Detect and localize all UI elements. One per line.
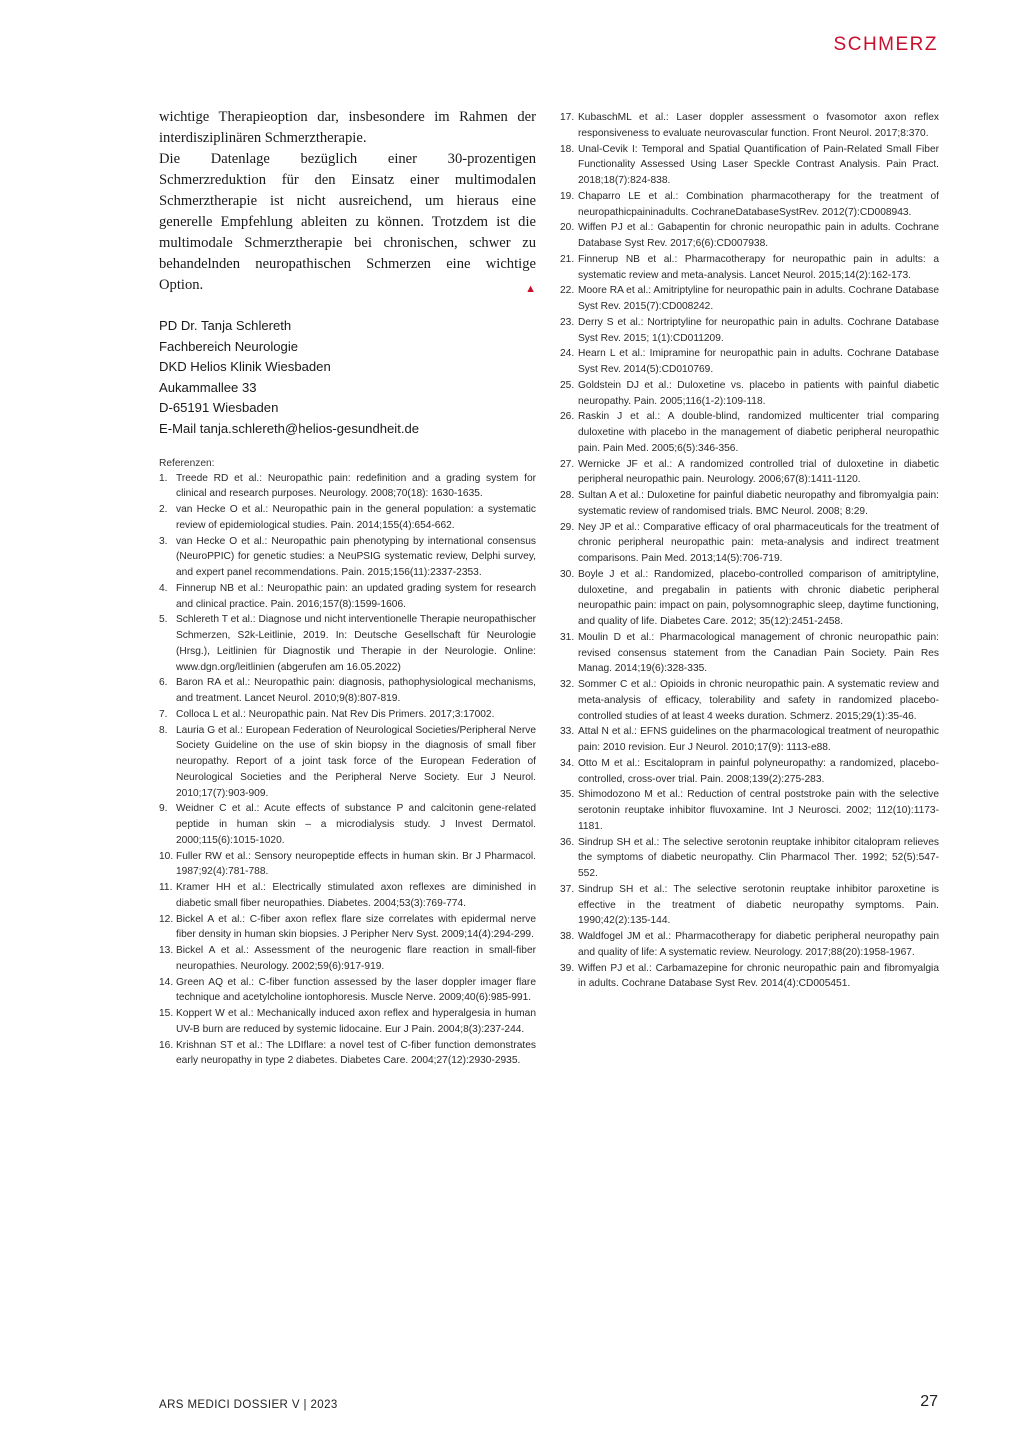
- reference-text: Unal-Cevik I: Temporal and Spatial Quantification of Pain-Related Small Fiber Functionality Assessed Using Laser Speckle Contrast Analysis. Pain Pract. 2018;18(7):824-838.: [578, 143, 939, 186]
- section-header: SCHMERZ: [833, 34, 938, 55]
- reference-item: [159, 707, 536, 723]
- references-list-left: [159, 471, 536, 1070]
- reference-text: Wernicke JF et al.: A randomized controlled trial of duloxetine in diabetic peripheral neuropathic pain. Neurology. 2006;67(8):1411-1120.: [578, 458, 939, 486]
- reference-item: [560, 567, 939, 630]
- reference-item: [560, 630, 939, 677]
- reference-number: 22.: [560, 285, 575, 297]
- reference-text: Hearn L et al.: Imipramine for neuropathic pain in adults. Cochrane Database Syst Rev. 2014(5):CD010769.: [578, 348, 939, 375]
- reference-text: van Hecke O et al.: Neuropathic pain in the general population: a systematic review of epidemiological studies. Pain. 2014;155(4):654-662.: [176, 504, 536, 531]
- reference-number: 15.: [159, 1008, 174, 1020]
- references-label: Referenzen:: [159, 457, 215, 469]
- reference-text: Moore RA et al.: Amitriptyline for neuropathic pain in adults. Cochrane Database Syst Rev. 2015(7):CD008242.: [578, 285, 939, 312]
- reference-item: [560, 724, 939, 756]
- reference-item: [560, 283, 939, 315]
- reference-number: 29.: [560, 521, 575, 533]
- reference-text: KubaschML et al.: Laser doppler assessment o fvasomotor axon reflex responsiveness to evaluate neurovascular function. Front Neurol. 2017;8:370.: [578, 112, 939, 139]
- reference-item: [159, 612, 536, 675]
- reference-item: [560, 882, 939, 929]
- reference-text: Sindrup SH et al.: The selective serotonin reuptake inhibitor citalopram relieves the symptoms of diabetic neuropathy. Clin Pharmacol Ther. 1992; 52(5):547-552.: [578, 836, 939, 879]
- reference-text: Ney JP et al.: Comparative efficacy of oral pharmaceuticals for the treatment of chronic peripheral neuropathic pain: meta-analysis and indirect treatment comparisons. Pain Med. 2013;14(5):706-719.: [578, 521, 939, 564]
- reference-item: [159, 912, 536, 944]
- author-street: Aukammallee 33: [159, 379, 257, 395]
- author-email: E-Mail tanja.schlereth@helios-gesundheit.de: [159, 420, 420, 436]
- reference-item: [159, 723, 536, 802]
- reference-text: Krishnan ST et al.: The LDIflare: a novel test of C-fiber function demonstrates early neuropathy in type 2 diabetes. Diabetes Care. 2004;27(12):2930-2935.: [176, 1039, 536, 1067]
- reference-item: [159, 943, 536, 975]
- reference-text: Bickel A et al.: C-fiber axon reflex flare size correlates with epidermal nerve fiber density in human skin biopsies. J Peripher Nerv Syst. 2009;14(4):294-299.: [176, 913, 536, 941]
- reference-item: [159, 801, 536, 848]
- reference-text: Goldstein DJ et al.: Duloxetine vs. placebo in patients with painful diabetic neuropathy. Pain. 2005;116(1-2):109-118.: [578, 379, 939, 407]
- reference-number: 16.: [159, 1039, 174, 1051]
- reference-item: [560, 677, 939, 724]
- reference-item: [560, 346, 939, 378]
- reference-number: 18.: [560, 143, 575, 155]
- reference-number: 14.: [159, 976, 174, 988]
- reference-text: Raskin J et al.: A double-blind, randomized multicenter trial comparing duloxetine with placebo in the management of diabetic peripheral neuropathic pain. Pain Med. 2005;6(5):346-356.: [578, 411, 939, 454]
- reference-item: [560, 520, 939, 567]
- reference-item: [560, 488, 939, 520]
- reference-text: Sultan A et al.: Duloxetine for painful diabetic neuropathy and fibromyalgia pain: systematic review of randomised trials. BMC Neurol. 2008; 8:29.: [578, 490, 939, 517]
- reference-text: Waldfogel JM et al.: Pharmacotherapy for diabetic peripheral neuropathy pain and quality of life: A systematic review. Neurology. 2017;88(20):1958-1967.: [578, 931, 939, 958]
- reference-item: [159, 1038, 536, 1070]
- references-list-right: [560, 110, 939, 992]
- reference-text: Finnerup NB et al.: Pharmacotherapy for neuropathic pain in adults: a systematic review and meta-analysis. Lancet Neurol. 2015;14(2):162-173.: [578, 253, 939, 281]
- reference-item: [159, 581, 536, 613]
- reference-text: van Hecke O et al.: Neuropathic pain phenotyping by international consensus (NeuroPPIC) for genetic studies: a NeuPSIG systematic review, Delphi survey, and expert panel recommendations. Pain. 2015;156(11):2337-2353.: [176, 535, 536, 579]
- reference-text: Finnerup NB et al.: Neuropathic pain: an updated grading system for research and clinical practice. Pain. 2016;157(8):1599-1606.: [176, 582, 536, 610]
- left-column: [159, 107, 536, 1069]
- reference-number: 13.: [159, 945, 174, 957]
- reference-number: 37.: [560, 883, 575, 895]
- reference-text: Lauria G et al.: European Federation of Neurological Societies/Peripheral Nerve Society Guideline on the use of skin biopsy in the diagnosis of small fiber neuropathy. Report of a joint task force of the European Federation of Neurological Societies and the Peripheral Nerve Society. Eur J Neurol. 2010;17(7):903-909.: [176, 724, 536, 799]
- body-paragraph: wichtige Therapieoption dar, insbesondere im Rahmen der interdisziplinären Schmerztherapie.: [159, 109, 536, 146]
- reference-item: [560, 835, 939, 882]
- reference-text: Shimodozono M et al.: Reduction of central poststroke pain with the selective serotonin reuptake inhibitor fluvoxamine. Int J Neurosci. 2002; 112(10):1173-1181.: [578, 789, 939, 832]
- reference-number: 11.: [159, 882, 173, 894]
- reference-number: 1.: [159, 472, 168, 484]
- reference-number: 17.: [560, 112, 575, 123]
- reference-text: Schlereth T et al.: Diagnose und nicht interventionelle Therapie neuropathischer Schmerzen, S2k-Leitlinie, 2019. In: Deutsche Gesellschaft für Neurologie (Hrsg.), Leitlinien für Diagnostik und Therapie in der Neurologie. Online: www.dgn.org/leitlinien (abgerufen am 16.05.2022): [176, 614, 536, 673]
- reference-number: 2.: [159, 504, 168, 516]
- reference-text: Wiffen PJ et al.: Gabapentin for chronic neuropathic pain in adults. Cochrane Database Syst Rev. 2017;6(6):CD007938.: [578, 222, 939, 249]
- reference-item: [159, 471, 536, 503]
- reference-text: Chaparro LE et al.: Combination pharmacotherapy for the treatment of neuropathicpaininadults. CochraneDatabaseSystRev. 2012(7):CD008943.: [578, 190, 939, 218]
- reference-text: Weidner C et al.: Acute effects of substance P and calcitonin gene-related peptide in human skin – a microdialysis study. J Invest Dermatol. 2000;115(6):1015-1020.: [176, 803, 536, 846]
- reference-text: Kramer HH et al.: Electrically stimulated axon reflexes are diminished in diabetic small fiber neuropathies. Diabetes. 2004;53(3):769-774.: [176, 882, 536, 909]
- reference-text: Attal N et al.: EFNS guidelines on the pharmacological treatment of neuropathic pain: 2010 revision. Eur J Neurol. 2010;17(9): 1113-e88.: [578, 726, 939, 753]
- reference-text: Treede RD et al.: Neuropathic pain: redefinition and a grading system for clinical and research purposes. Neurology. 2008;70(18): 1630-1635.: [176, 472, 536, 500]
- reference-number: 21.: [560, 253, 575, 265]
- reference-item: [560, 315, 939, 347]
- reference-number: 24.: [560, 348, 575, 360]
- reference-number: 10.: [159, 850, 174, 862]
- author-clinic: DKD Helios Klinik Wiesbaden: [159, 359, 331, 375]
- reference-text: Otto M et al.: Escitalopram in painful polyneuropathy: a randomized, placebo-controlled, cross-over trial. Pain. 2008;139(2):275-283.: [578, 757, 939, 785]
- reference-number: 20.: [560, 222, 575, 234]
- page-number: 27: [920, 1393, 938, 1410]
- reference-item: [560, 378, 939, 410]
- reference-number: 36.: [560, 836, 575, 848]
- reference-item: [159, 849, 536, 881]
- reference-text: Fuller RW et al.: Sensory neuropeptide effects in human skin. Br J Pharmacol. 1987;92(4):781-788.: [176, 850, 536, 878]
- reference-item: [560, 787, 939, 834]
- reference-number: 19.: [560, 190, 575, 202]
- author-name: PD Dr. Tanja Schlereth: [159, 318, 292, 333]
- reference-text: Baron RA et al.: Neuropathic pain: diagnosis, pathophysiological mechanisms, and treatment. Lancet Neurol. 2010;9(8):807-819.: [176, 677, 536, 705]
- reference-number: 35.: [560, 789, 575, 801]
- reference-item: [560, 142, 939, 189]
- reference-number: 12.: [159, 913, 174, 925]
- reference-item: [560, 252, 939, 284]
- footer-journal: ARS MEDICI DOSSIER V | 2023: [159, 1399, 338, 1411]
- reference-text: Colloca L et al.: Neuropathic pain. Nat Rev Dis Primers. 2017;3:17002.: [176, 708, 495, 720]
- reference-text: Green AQ et al.: C-fiber function assessed by the laser doppler imager flare technique and acetylcholine iontophoresis. Muscle Nerve. 2009;40(6):985-991.: [176, 976, 536, 1004]
- reference-item: [560, 457, 939, 489]
- reference-number: 34.: [560, 757, 575, 769]
- reference-text: Sommer C et al.: Opioids in chronic neuropathic pain. A systematic review and meta-analysis of efficacy, tolerability and safety in randomized placebo-controlled studies of at least 4 weeks duration. Schmerz. 2015;29(1):35-46.: [578, 679, 939, 722]
- reference-text: Bickel A et al.: Assessment of the neurogenic flare reaction in small-fiber neuropathies. Neurology. 2002;59(6):917-919.: [176, 945, 536, 972]
- reference-item: [159, 675, 536, 707]
- body-paragraph: [159, 149, 536, 296]
- reference-number: 7.: [159, 708, 168, 720]
- end-triangle-icon: ▲: [525, 283, 536, 295]
- reference-text: Wiffen PJ et al.: Carbamazepine for chronic neuropathic pain and fibromyalgia in adults. Cochrane Database Syst Rev. 2014(4):CD005451.: [578, 962, 939, 990]
- reference-text: Koppert W et al.: Mechanically induced axon reflex and hyperalgesia in human UV-B burn are reduced by systemic lidocaine. Eur J Pain. 2004;8(3):237-244.: [176, 1008, 536, 1035]
- author-department: Fachbereich Neurologie: [159, 338, 299, 354]
- reference-number: 23.: [560, 316, 575, 328]
- reference-text: Sindrup SH et al.: The selective serotonin reuptake inhibitor paroxetine is effective in the treatment of diabetic neuropathy symptoms. Pain. 1990;42(2):135-144.: [578, 883, 939, 927]
- reference-number: 28.: [560, 490, 575, 501]
- reference-number: 5.: [159, 614, 168, 626]
- reference-number: 30.: [560, 568, 575, 580]
- reference-item: [159, 1006, 536, 1038]
- reference-item: [159, 502, 536, 534]
- reference-item: [560, 189, 939, 221]
- body-paragraph-text: Die Datenlage bezüglich einer 30-prozentigen Schmerzreduktion für den Einsatz einer multimodalen Schmerztherapie ist nicht ausreichend, um hieraus eine generelle Empfehlung ableiten zu können. Trotzdem ist die multimodale Schmerztherapie bei chronischen, schwer zu behandelnden neuropathischen Schmerzen eine wichtige Option.: [159, 151, 536, 293]
- reference-item: [560, 756, 939, 788]
- reference-number: 25.: [560, 379, 575, 391]
- reference-number: 3.: [159, 535, 168, 547]
- reference-number: 6.: [159, 677, 168, 689]
- reference-item: [560, 961, 939, 993]
- reference-number: 4.: [159, 582, 168, 594]
- reference-number: 32.: [560, 679, 575, 690]
- reference-number: 8.: [159, 724, 168, 736]
- author-city: D-65191 Wiesbaden: [159, 400, 279, 416]
- reference-text: Moulin D et al.: Pharmacological management of chronic neuropathic pain: revised consensus statement from the Canadian Pain Society. Pain Res Manag. 2014;19(6):328-335.: [578, 631, 939, 675]
- right-column: [560, 110, 939, 992]
- reference-item: [560, 220, 939, 252]
- reference-number: 39.: [560, 962, 575, 974]
- reference-item: [159, 880, 536, 912]
- reference-number: 26.: [560, 411, 575, 423]
- author-address: [159, 316, 536, 440]
- reference-text: Derry S et al.: Nortriptyline for neuropathic pain in adults. Cochrane Database Syst Rev. 2015; 1(1):CD011209.: [578, 316, 939, 344]
- reference-text: Boyle J et al.: Randomized, placebo-controlled comparison of amitriptyline, duloxetine, and pregabalin in patients with chronic diabetic peripheral neuropathic pain: impact on pain, polysomnographic sleep, daytime functioning, and quality of life. Diabetes Care. 2012; 35(12):2451-2458.: [578, 568, 939, 627]
- reference-number: 31.: [560, 631, 575, 643]
- reference-number: 9.: [159, 803, 168, 815]
- reference-item: [560, 110, 939, 142]
- reference-number: 33.: [560, 726, 575, 738]
- reference-item: [560, 409, 939, 456]
- reference-item: [560, 929, 939, 961]
- reference-number: 38.: [560, 931, 575, 942]
- reference-number: 27.: [560, 458, 575, 470]
- reference-item: [159, 975, 536, 1007]
- article-body: [159, 107, 536, 296]
- reference-item: [159, 534, 536, 581]
